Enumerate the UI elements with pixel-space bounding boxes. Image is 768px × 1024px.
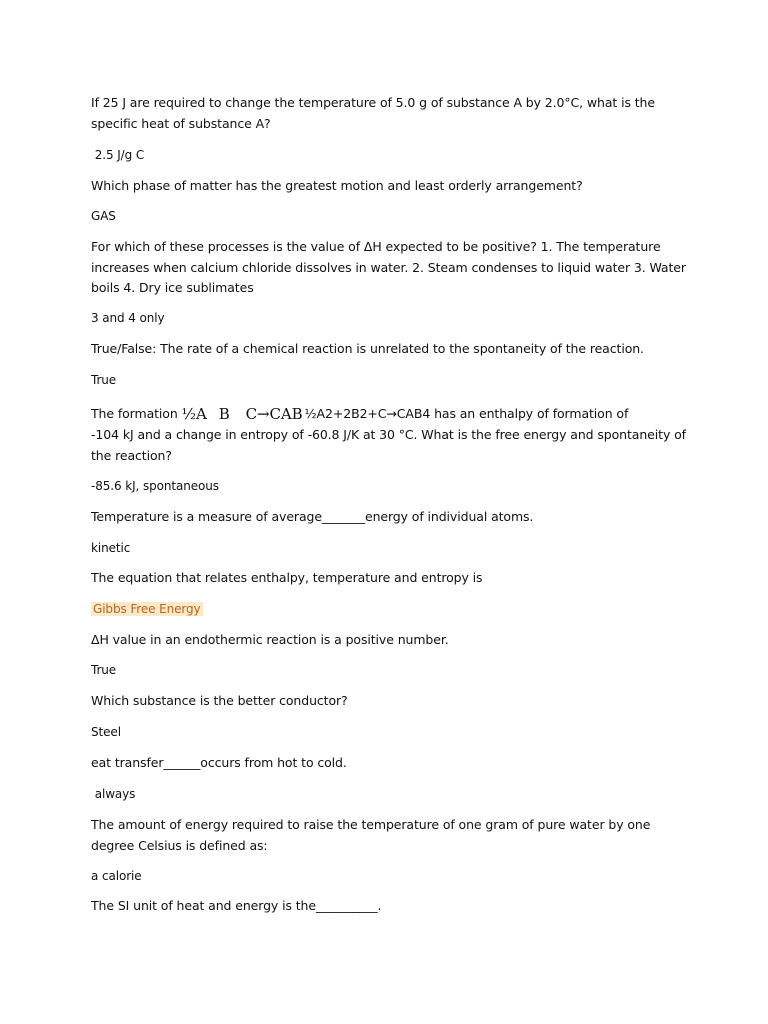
question-5-suffix: ½A2+2B2+C→CAB4 has an enthalpy of formation of: [304, 406, 629, 421]
question-6: Temperature is a measure of average_______energy of individual atoms.: [91, 509, 534, 524]
question-1-line-1: If 25 J are required to change the temperature of 5.0 g of substance A by 2.0°C, what is the: [91, 95, 655, 110]
formula-fragment-b: B: [218, 405, 230, 423]
answer-7: [91, 599, 691, 620]
question-12: The SI unit of heat and energy is the__________.: [91, 898, 382, 913]
question-8: ΔH value in an endothermic reaction is a positive number.: [91, 632, 449, 647]
question-10: eat transfer______occurs from hot to cold.: [91, 755, 347, 770]
question-5-line-1: [91, 404, 691, 425]
answer-9: Steel: [91, 725, 121, 739]
question-3-line-3: boils 4. Dry ice sublimates: [91, 280, 254, 295]
question-9: Which substance is the better conductor?: [91, 693, 348, 708]
highlighted-answer: Gibbs Free Energy: [93, 602, 201, 616]
question-1-line-2: specific heat of substance A?: [91, 116, 271, 131]
answer-3: 3 and 4 only: [91, 311, 165, 325]
question-11-line-2: degree Celsius is defined as:: [91, 838, 268, 853]
question-3-line-1: For which of these processes is the value of ΔH expected to be positive? 1. The temperature: [91, 239, 661, 254]
answer-6: kinetic: [91, 541, 131, 555]
question-7: The equation that relates enthalpy, temperature and entropy is: [91, 570, 483, 585]
question-5-line-2: -104 kJ and a change in entropy of -60.8 J/K at 30 °C. What is the free energy and spontaneity of: [91, 427, 686, 442]
answer-10: always: [91, 787, 136, 801]
answer-1: 2.5 J/g C: [91, 148, 145, 162]
answer-8: True: [91, 663, 117, 677]
formula-fragment-c: C→CAB: [245, 405, 303, 423]
answer-5: -85.6 kJ, spontaneous: [91, 479, 219, 493]
question-3-line-2: increases when calcium chloride dissolves in water. 2. Steam condenses to liquid water 3. Water: [91, 260, 686, 275]
answer-11: a calorie: [91, 869, 142, 883]
question-11-line-1: The amount of energy required to raise the temperature of one gram of pure water by one: [91, 817, 651, 832]
question-5-prefix: The formation: [91, 406, 182, 421]
answer-4: True: [91, 373, 117, 387]
question-5-line-3: the reaction?: [91, 448, 172, 463]
question-4: True/False: The rate of a chemical reaction is unrelated to the spontaneity of the reaction.: [91, 341, 644, 356]
question-2: Which phase of matter has the greatest motion and least orderly arrangement?: [91, 178, 583, 193]
formula-fragment-a: ½A: [181, 405, 207, 423]
answer-2: GAS: [91, 209, 116, 223]
